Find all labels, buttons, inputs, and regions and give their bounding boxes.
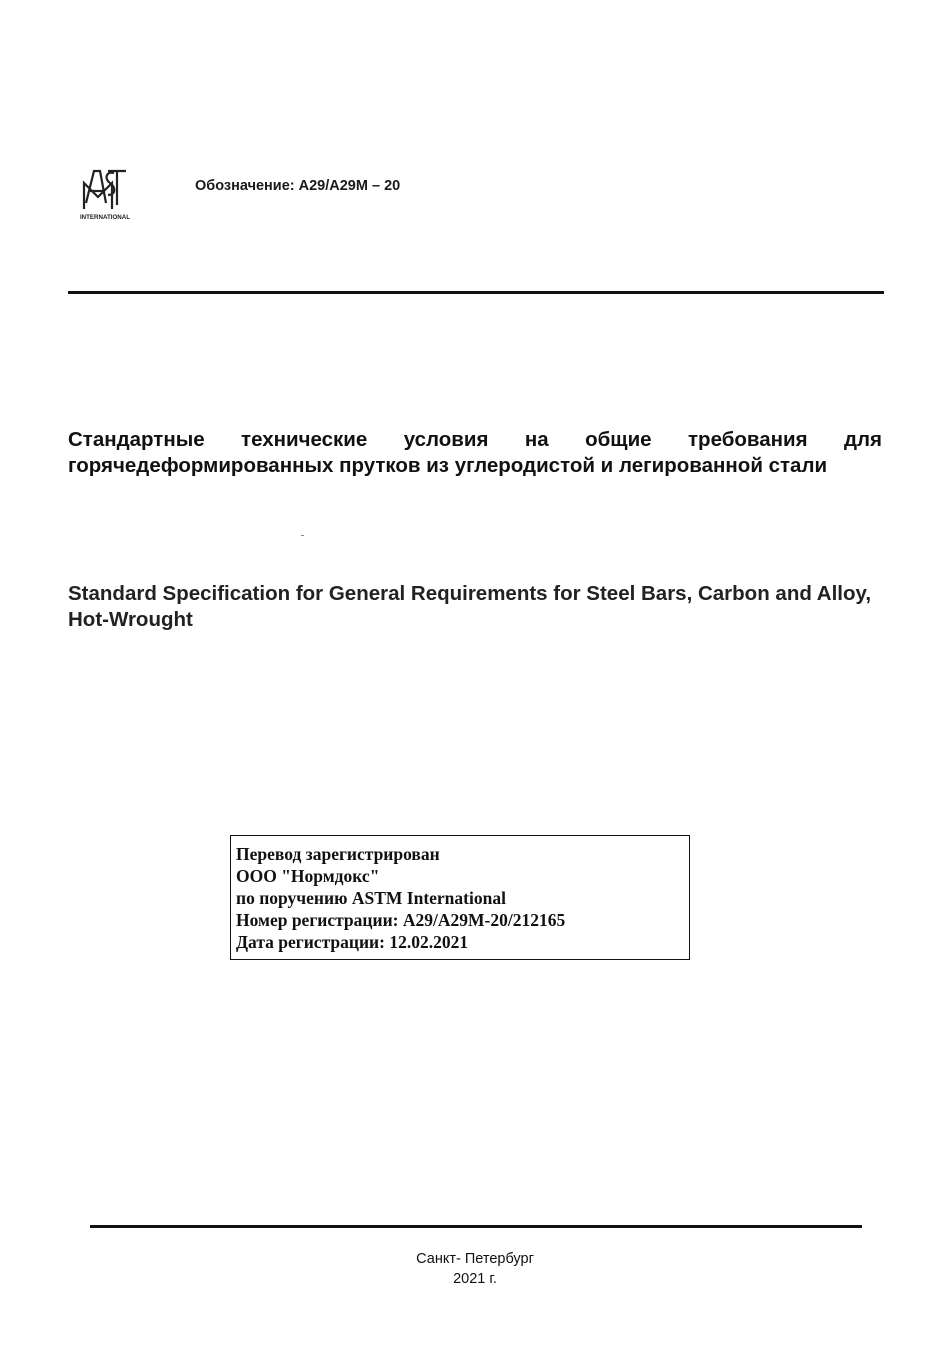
title-russian: Стандартные технические условия на общие требования для горячедеформированных прутков из углеродистой и легированной стали (68, 428, 882, 477)
registration-line-status: Перевод зарегистрирован (236, 844, 440, 864)
svg-text:INTERNATIONAL: INTERNATIONAL (79, 214, 131, 221)
registration-line-company: ООО "Нормдокс" (236, 866, 380, 886)
registration-box (230, 835, 690, 960)
top-divider (68, 291, 884, 294)
astm-logo-icon (78, 163, 132, 223)
footer (0, 1249, 950, 1289)
scan-speck (301, 535, 304, 536)
bottom-divider (90, 1225, 862, 1228)
registration-line-date: Дата регистрации: 12.02.2021 (236, 932, 469, 952)
designation-label: Обозначение: A29/A29M – 20 (195, 178, 401, 194)
registration-line-number: Номер регистрации: A29/A29M-20/212165 (236, 910, 566, 930)
title-english: Standard Specification for General Requirements for Steel Bars, Carbon and Alloy, Hot-Wrought (68, 582, 872, 631)
footer-city: Санкт- Петербург (416, 1251, 534, 1267)
registration-line-commission: по поручению ASTM International (236, 888, 506, 908)
footer-year: 2021 г. (453, 1271, 497, 1287)
